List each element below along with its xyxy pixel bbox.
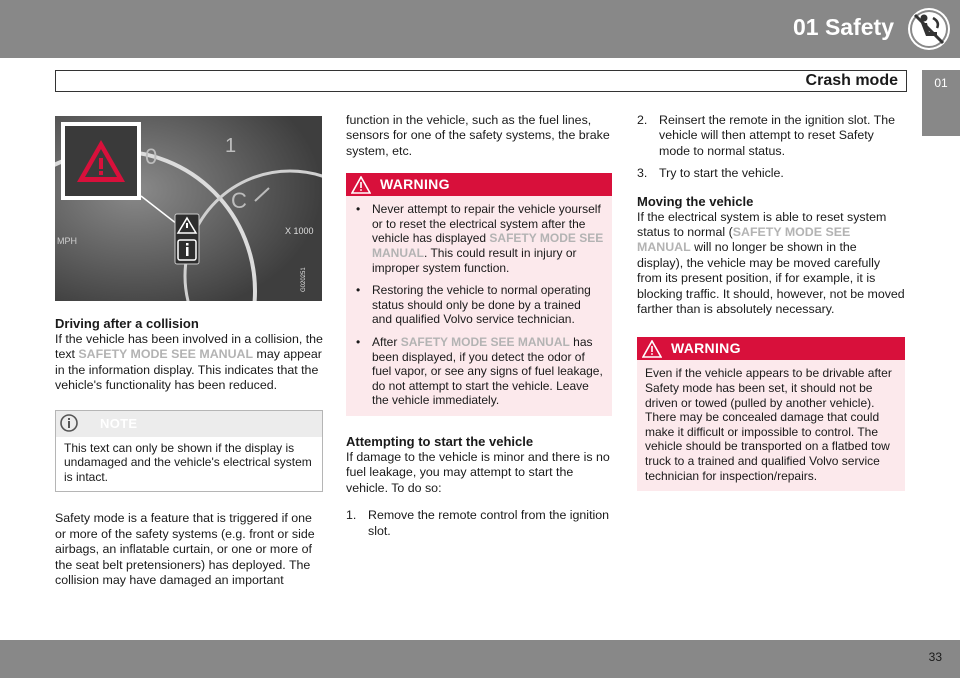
warning-item: • Never attempt to repair the vehicle yourself or to reset the electrical system after the vehicle has displayed SAFETY MODE SEE MANUAL. This could result in injury or improper system function. <box>354 202 604 275</box>
note-text: This text can only be shown if the display is undamaged and the vehicle's electrical system is intact. <box>64 440 312 484</box>
chapter-side-tab[interactable] <box>922 70 960 136</box>
warning-body <box>346 196 612 416</box>
warning-item: • After SAFETY MODE SEE MANUAL has been displayed, if you detect the odor of fuel vapor, or see any signs of fuel leakage, do not attempt to start the vehicle. Leave the vehicle immediately. <box>354 335 604 408</box>
warning-header <box>637 337 905 360</box>
start-heading: Attempting to start the vehicle <box>346 433 534 449</box>
safety-mode-message: SAFETY MODE SEE MANUAL <box>637 225 851 255</box>
section-title: Crash mode <box>805 72 898 89</box>
note-label: NOTE <box>100 415 138 431</box>
warning-triangle-icon <box>351 176 371 194</box>
info-circle-icon <box>60 414 78 432</box>
start-paragraph: If damage to the vehicle is minor and there is no fuel leakage, you may attempt to start the vehicle. To do so: <box>346 449 610 495</box>
steps-list-2 <box>637 113 905 182</box>
note-box <box>55 410 323 493</box>
section-bar <box>55 70 907 92</box>
warning-text: Even if the vehicle appears to be drivable after Safety mode has been set, it should not be driven or towed (pulled by another vehicle). There may be concealed damage that could make it difficult or impossible to control. The vehicle should be transported on a flatbed tow truck to a trained and qualified Volvo service technician for inspection/repairs. <box>645 366 892 483</box>
warning-triangle-icon <box>642 340 662 358</box>
svg-text:C: C <box>231 188 247 213</box>
driving-paragraph: If the vehicle has been involved in a collision, the text SAFETY MODE SEE MANUAL may appear in the information display. This indicates that the vehicle's functionality has been reduced. <box>55 332 323 393</box>
page-number: 33 <box>928 650 942 664</box>
column-3 <box>637 113 905 509</box>
continued-paragraph: function in the vehicle, such as the fuel lines, sensors for one of the safety systems, the brake system, etc. <box>346 113 610 158</box>
safety-mode-paragraph: Safety mode is a feature that is triggered if one or more of the safety systems (e.g. front or side airbags, an inflatable curtain, or one or more of the seat belt pretensioners) has deployed. The collision may have damaged an important <box>55 511 315 588</box>
safety-mode-message: SAFETY MODE SEE MANUAL <box>78 347 254 362</box>
svg-text:0: 0 <box>145 144 158 169</box>
image-code: G020251 <box>301 267 307 292</box>
speed-unit-label: MPH <box>57 236 77 246</box>
chapter-title: 01 Safety <box>792 14 894 40</box>
footer-band <box>0 640 960 678</box>
note-header <box>56 411 322 437</box>
step-item: 3. Try to start the vehicle. <box>637 166 784 181</box>
gauge-label: X 1000 <box>285 226 314 236</box>
warning-label: WARNING <box>671 340 741 357</box>
warning-item: • Restoring the vehicle to normal operating status should only be done by a trained and qualified Volvo service technician. <box>354 283 604 327</box>
step-item: 2. Reinsert the remote in the ignition slot. The vehicle will then attempt to reset Safety mode to normal status. <box>637 113 896 158</box>
moving-paragraph: If the electrical system is able to reset system status to normal (SAFETY MODE SEE MANUAL will no longer be shown in the display), the vehicle may be moved carefully from its present position, if for example, it is blocking traffic. It should, however, not be moved farther than is absolutely necessary. <box>637 209 905 317</box>
warning-label: WARNING <box>380 176 450 193</box>
step-item: 1. Remove the remote control from the ignition slot. <box>346 508 610 538</box>
instrument-panel-figure <box>55 116 322 301</box>
svg-text:1: 1 <box>225 135 237 157</box>
moving-heading: Moving the vehicle <box>637 193 754 209</box>
warning-box-1 <box>346 173 612 416</box>
driving-heading: Driving after a collision <box>55 316 199 331</box>
column-2 <box>346 113 612 546</box>
side-tab-label: 01 <box>934 76 948 90</box>
airbag-off-icon <box>906 6 952 52</box>
steps-list-1 <box>346 508 612 539</box>
column-1 <box>55 316 323 588</box>
warning-box-2 <box>637 337 905 491</box>
warning-header <box>346 173 612 196</box>
